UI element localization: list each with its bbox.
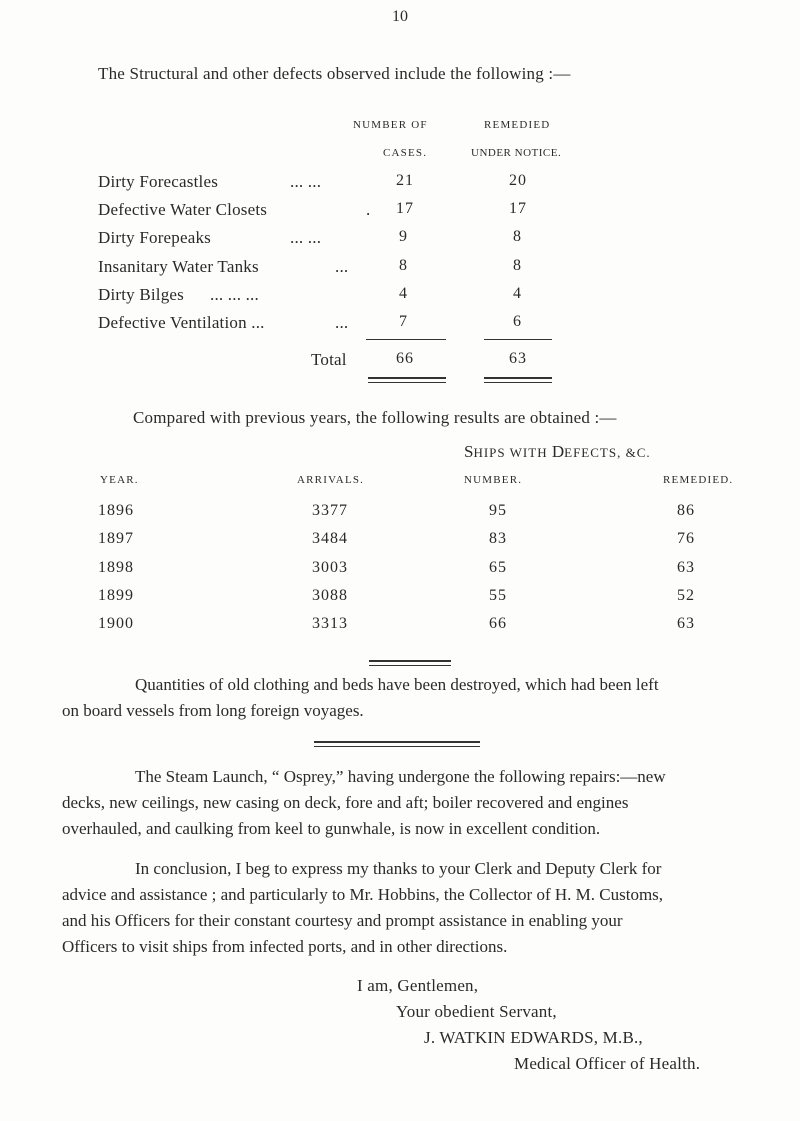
defect-remedied: 8 [513, 228, 522, 245]
section-divider [369, 660, 451, 666]
defect-cases: 8 [399, 257, 408, 274]
paragraph-line: Quantities of old clothing and beds have been destroyed, which had been left [135, 675, 659, 694]
total-cases: 66 [396, 350, 414, 367]
ships-header-rest2: EFECTS, &C. [564, 445, 651, 460]
col-arrivals-header: ARRIVALS. [297, 474, 365, 486]
ships-arrivals: 3377 [312, 502, 348, 519]
paragraph-line: In conclusion, I beg to express my thanks to your Clerk and Deputy Clerk for [135, 859, 662, 878]
col-number-header: NUMBER. [464, 474, 523, 486]
compared-intro: Compared with previous years, the following results are obtained :— [133, 408, 617, 427]
defect-dots: ... [335, 257, 349, 276]
paragraph-line: and his Officers for their constant courtesy and prompt assistance in enabling your [62, 911, 623, 930]
defect-dots: ... [335, 313, 349, 332]
subtotal-rule-remedied [484, 339, 552, 340]
defects-intro: The Structural and other defects observed include the following :— [98, 64, 571, 83]
cases-header-line2: CASES. [383, 147, 428, 159]
paragraph-line: Officers to visit ships from infected ports, and in other directions. [62, 937, 508, 956]
defect-label: Insanitary Water Tanks [98, 257, 259, 276]
ships-number: 65 [489, 559, 507, 576]
defect-remedied: 8 [513, 257, 522, 274]
remedied-header-line1: REMEDIED [484, 119, 551, 131]
ships-number: 66 [489, 615, 507, 632]
ships-arrivals: 3088 [312, 587, 348, 604]
ships-year: 1896 [98, 502, 134, 519]
defect-cases: 17 [396, 200, 414, 217]
ships-header-rest: HIPS WITH [473, 445, 552, 460]
total-rule-remedied [484, 377, 552, 383]
defect-label: Dirty Forecastles [98, 172, 219, 191]
ships-number: 83 [489, 530, 507, 547]
total-remedied: 63 [509, 350, 527, 367]
closing-servant: Your obedient Servant, [396, 1002, 557, 1021]
ships-arrivals: 3313 [312, 615, 348, 632]
col-remedied-header: REMEDIED. [663, 474, 734, 486]
defect-dots: ... ... ... [210, 285, 259, 304]
defect-cases: 9 [399, 228, 408, 245]
ships-remedied: 63 [677, 615, 695, 632]
ships-number: 95 [489, 502, 507, 519]
defect-label: Defective Water Closets [98, 200, 268, 219]
ships-remedied: 76 [677, 530, 695, 547]
ships-year: 1900 [98, 615, 134, 632]
paragraph-line: decks, new ceilings, new casing on deck, fore and aft; boiler recovered and engines [62, 793, 629, 812]
total-label: Total [311, 350, 347, 369]
paragraph-line: on board vessels from long foreign voyages. [62, 701, 364, 720]
ships-remedied: 63 [677, 559, 695, 576]
paragraph-line: advice and assistance ; and particularly to Mr. Hobbins, the Collector of H. M. Customs, [62, 885, 664, 904]
ships-header-s: S [464, 442, 474, 461]
paragraph-line: overhauled, and caulking from keel to gunwhale, is now in excellent condition. [62, 819, 601, 838]
cases-header-line1: NUMBER OF [353, 119, 428, 131]
clothing-paragraph [62, 672, 738, 724]
defect-label: Dirty Bilges [98, 285, 184, 304]
signature: J. WATKIN EDWARDS, M.B., [424, 1028, 643, 1047]
defect-dots: . [366, 200, 371, 219]
defect-dots: ... ... [290, 228, 322, 247]
launch-paragraph [62, 764, 742, 842]
closing-salutation: I am, Gentlemen, [357, 976, 479, 995]
conclusion-paragraph [62, 856, 742, 960]
ships-number: 55 [489, 587, 507, 604]
defect-cases: 21 [396, 172, 414, 189]
defect-remedied: 6 [513, 313, 522, 330]
subtotal-rule-cases [366, 339, 446, 340]
defect-label: Defective Ventilation ... [98, 313, 265, 332]
col-year-header: YEAR. [100, 474, 139, 486]
ships-group-header [464, 442, 651, 462]
defect-dots: ... ... [290, 172, 322, 191]
defect-label: Dirty Forepeaks [98, 228, 212, 247]
ships-remedied: 86 [677, 502, 695, 519]
page-number: 10 [392, 8, 408, 25]
section-divider [314, 741, 480, 747]
ships-year: 1898 [98, 559, 134, 576]
remedied-header-line2: UNDER NOTICE. [471, 147, 562, 159]
ships-arrivals: 3484 [312, 530, 348, 547]
defect-cases: 4 [399, 285, 408, 302]
defect-remedied: 4 [513, 285, 522, 302]
defect-cases: 7 [399, 313, 408, 330]
defect-remedied: 20 [509, 172, 527, 189]
paragraph-line: The Steam Launch, “ Osprey,” having undergone the following repairs:—new [135, 767, 666, 786]
defect-remedied: 17 [509, 200, 527, 217]
ships-remedied: 52 [677, 587, 695, 604]
ships-year: 1897 [98, 530, 134, 547]
total-rule-cases [368, 377, 446, 383]
ships-arrivals: 3003 [312, 559, 348, 576]
ships-year: 1899 [98, 587, 134, 604]
signatory-title: Medical Officer of Health. [514, 1054, 701, 1073]
ships-header-d: D [551, 442, 565, 461]
